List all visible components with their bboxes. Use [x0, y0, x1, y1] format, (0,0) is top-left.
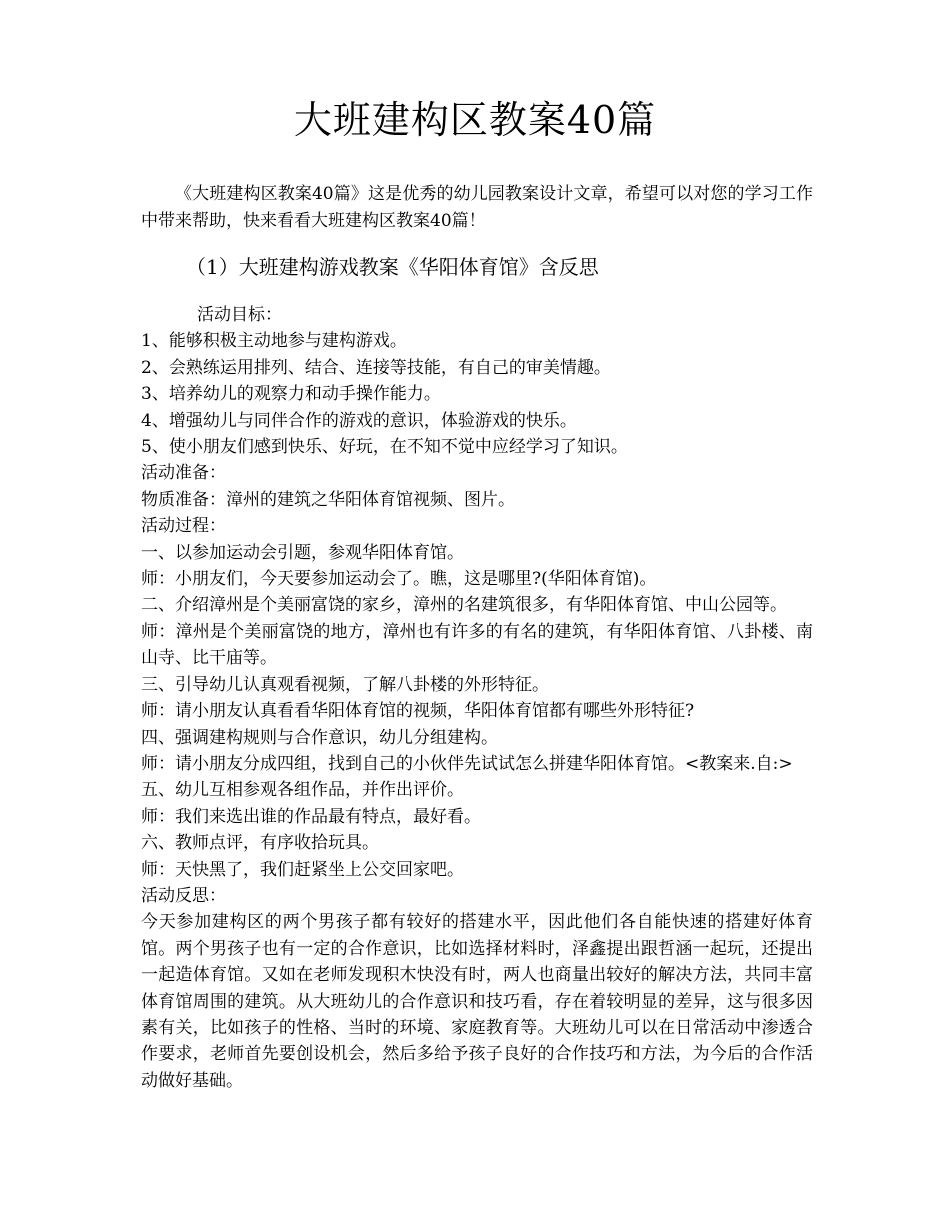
reflection-paragraph: 今天参加建构区的两个男孩子都有较好的搭建水平，因此他们各自能快速的搭建好体育馆。两个男孩子也有一定的合作意识，比如选择材料时，泽鑫提出跟哲涵一起玩，还提出一起造体育馆。又如在老师发现积木快没有时，两人也商量出较好的解决方法，共同丰富体育馆周围的建筑。从大班幼儿的合作意识和技巧看，存在着较明显的差异，这与很多因素有关，比如孩子的性格、当时的环境、家庭教育等。大班幼儿可以在日常活动中渗透合作要求，老师首先要创设机会，然后多给予孩子良好的合作技巧和方法，为今后的合作活动做好基础。	[141, 912, 813, 1091]
process-step: 一、以参加运动会引题，参观华阳体育馆。	[141, 542, 464, 563]
process-step: 师：我们来选出谁的作品最有特点，最好看。	[141, 806, 481, 827]
section-heading-1: （1）大班建构游戏教案《华阳体育馆》含反思	[186, 255, 599, 279]
process-step: 六、教师点评，有序收拾玩具。	[141, 833, 379, 854]
process-step: 师：漳州是个美丽富饶的地方，漳州也有许多的有名的建筑，有华阳体育馆、八卦楼、南山寺、比干庙等。	[141, 621, 813, 669]
objectives-label: 活动目标：	[197, 305, 282, 325]
process-step: 师：请小朋友分成四组，找到自己的小伙伴先试试怎么拼建华阳体育馆。<教案来.自:>	[141, 753, 793, 774]
process-label: 活动过程：	[141, 516, 226, 537]
process-step: 二、介绍漳州是个美丽富饶的家乡，漳州的名建筑很多，有华阳体育馆、中山公园等。	[141, 595, 787, 616]
objective-item: 2、会熟练运用排列、结合、连接等技能，有自己的审美情趣。	[141, 357, 611, 378]
page-title: 大班建构区教案40篇	[293, 98, 657, 142]
section-body-1	[141, 302, 813, 1094]
process-step: 三、引导幼儿认真观看视频，了解八卦楼的外形特征。	[141, 674, 549, 695]
objective-item: 5、使小朋友们感到快乐、好玩，在不知不觉中应经学习了知识。	[141, 437, 628, 458]
objective-item: 1、能够积极主动地参与建构游戏。	[141, 331, 407, 352]
process-step: 四、强调建构规则与合作意识，幼儿分组建构。	[141, 727, 498, 748]
objective-item: 4、增强幼儿与同伴合作的游戏的意识，体验游戏的快乐。	[141, 410, 577, 431]
reflection-label: 活动反思：	[141, 885, 226, 906]
process-step: 师：天快黑了，我们赶紧坐上公交回家吧。	[141, 859, 464, 880]
prep-label: 活动准备：	[141, 463, 226, 484]
objective-item: 3、培养幼儿的观察力和动手操作能力。	[141, 384, 441, 405]
process-step: 师：请小朋友认真看看华阳体育馆的视频，华阳体育馆都有哪些外形特征?	[141, 701, 695, 722]
intro-paragraph: 《大班建构区教案40篇》这是优秀的幼儿园教案设计文章，希望可以对您的学习工作中带来帮助，快来看看大班建构区教案40篇！	[141, 184, 813, 231]
process-step: 师：小朋友们，今天要参加运动会了。瞧，这是哪里?(华阳体育馆)。	[141, 569, 657, 590]
prep-material: 物质准备：漳州的建筑之华阳体育馆视频、图片。	[141, 489, 515, 510]
process-step: 五、幼儿互相参观各组作品，并作出评价。	[141, 780, 464, 801]
